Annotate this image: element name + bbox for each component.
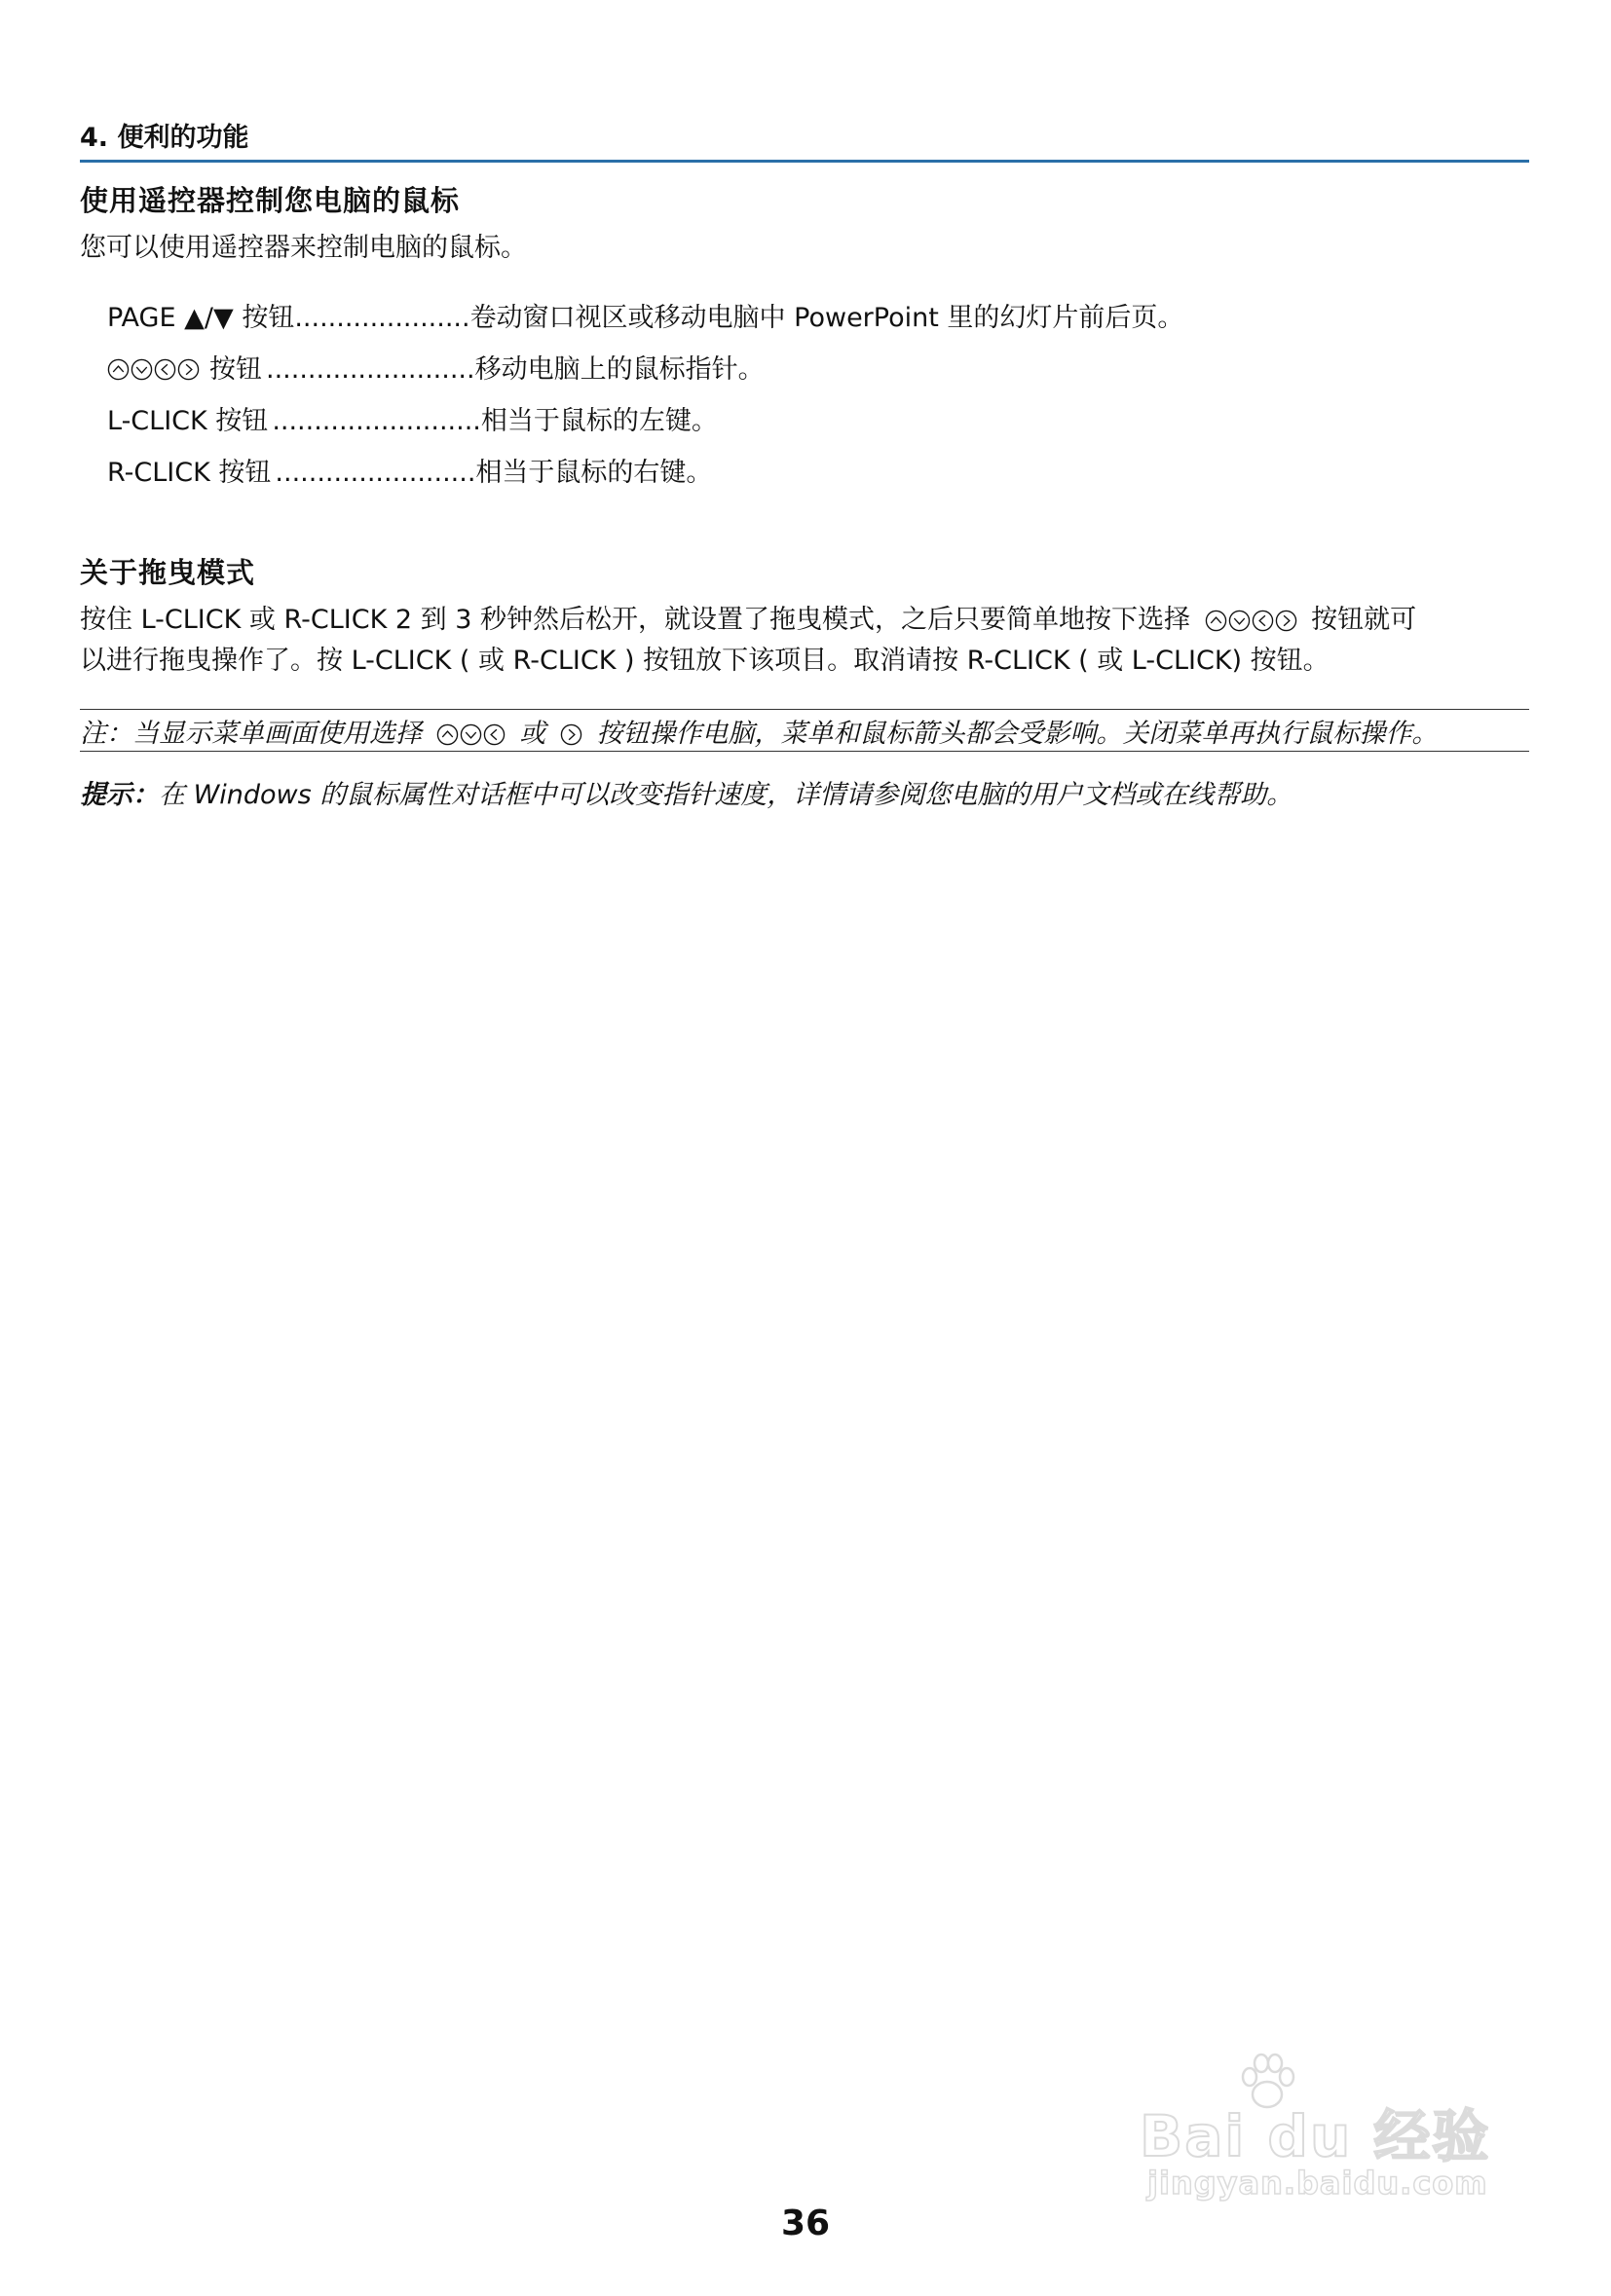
down-circle-icon bbox=[460, 723, 482, 746]
tip bbox=[80, 776, 1293, 815]
button-desc-rclick: 相当于鼠标的右键。 bbox=[475, 457, 713, 488]
baidu-jingyan-watermark bbox=[1140, 2050, 1529, 2205]
note-text-part2: 或 bbox=[519, 718, 546, 749]
left-circle-icon bbox=[483, 723, 506, 746]
button-name-arrows: 按钮 bbox=[209, 353, 262, 385]
button-row-page bbox=[107, 292, 1276, 344]
drag-mode-line-2: 以进行拖曳操作了。按 L-CLICK ( 或 R-CLICK ) 按钮放下该项目。取消请按 R-CLICK ( 或 L-CLICK) 按钮。 bbox=[80, 646, 1330, 676]
section-title-mouse-control: 使用遥控器控制您电脑的鼠标 bbox=[80, 184, 461, 217]
up-circle-icon bbox=[107, 358, 130, 381]
tip-label: 提示： bbox=[80, 780, 159, 810]
note-text-part1: 注：当显示菜单画面使用选择 bbox=[80, 718, 422, 749]
drag-mode-line-1 bbox=[80, 600, 1529, 641]
watermark-brand: Bai du 经验 bbox=[1140, 2103, 1491, 2169]
up-circle-icon bbox=[436, 723, 459, 746]
right-circle-icon bbox=[560, 723, 582, 746]
section-intro: 您可以使用遥控器来控制电脑的鼠标。 bbox=[80, 233, 527, 263]
select-buttons-icons bbox=[1205, 610, 1297, 632]
note-text-part3: 按钮操作电脑，菜单和鼠标箭头都会受影响。关闭菜单再执行鼠标操作。 bbox=[596, 718, 1439, 749]
drag-mode-text-b: 按钮就可 bbox=[1311, 605, 1417, 635]
drag-mode-text-a: 按住 L-CLICK 或 R-CLICK 2 到 3 秒钟然后松开，就设置了拖曳模式，之后只要简单地按下选择 bbox=[80, 605, 1190, 635]
chapter-rule bbox=[80, 160, 1529, 163]
tip-text: 在 Windows 的鼠标属性对话框中可以改变指针速度，详情请参阅您电脑的用户文档或在线帮助。 bbox=[159, 780, 1293, 810]
drag-mode-paragraph bbox=[80, 600, 1529, 682]
note-text bbox=[80, 712, 1438, 750]
note-box bbox=[80, 709, 1529, 752]
note-right-icon bbox=[560, 723, 582, 746]
arrow-buttons-icons bbox=[107, 358, 200, 381]
up-circle-icon bbox=[1205, 610, 1227, 632]
button-name-rclick: R-CLICK 按钮 bbox=[107, 457, 272, 488]
chapter-title: 4. 便利的功能 bbox=[80, 123, 249, 153]
down-circle-icon bbox=[131, 358, 153, 381]
down-circle-icon bbox=[1228, 610, 1251, 632]
button-row-arrows bbox=[107, 344, 1276, 395]
button-desc-arrows: 移动电脑上的鼠标指针。 bbox=[474, 353, 765, 385]
left-circle-icon bbox=[154, 358, 176, 381]
right-circle-icon bbox=[1275, 610, 1297, 632]
button-desc-lclick: 相当于鼠标的左键。 bbox=[480, 405, 718, 436]
leader-dots: ......................... bbox=[272, 405, 481, 436]
left-circle-icon bbox=[1252, 610, 1274, 632]
button-row-rclick bbox=[107, 447, 1276, 499]
chapter-header bbox=[80, 121, 1529, 163]
button-name-lclick: L-CLICK 按钮 bbox=[107, 405, 269, 436]
section-title-drag-mode: 关于拖曳模式 bbox=[80, 556, 256, 589]
button-desc-page: 卷动窗口视区或移动电脑中 PowerPoint 里的幻灯片前后页。 bbox=[469, 302, 1184, 333]
leader-dots: ......................... bbox=[266, 353, 475, 385]
button-list bbox=[107, 292, 1276, 499]
button-row-lclick bbox=[107, 395, 1276, 447]
note-select-icons bbox=[436, 723, 506, 746]
leader-dots: ........................ bbox=[275, 457, 476, 488]
page-number: 36 bbox=[780, 2203, 831, 2243]
watermark-url: jingyan.baidu.com bbox=[1147, 2165, 1488, 2202]
leader-dots: ..................... bbox=[294, 302, 470, 333]
right-circle-icon bbox=[177, 358, 200, 381]
button-name-page: PAGE ▲/▼ 按钮 bbox=[107, 302, 295, 333]
